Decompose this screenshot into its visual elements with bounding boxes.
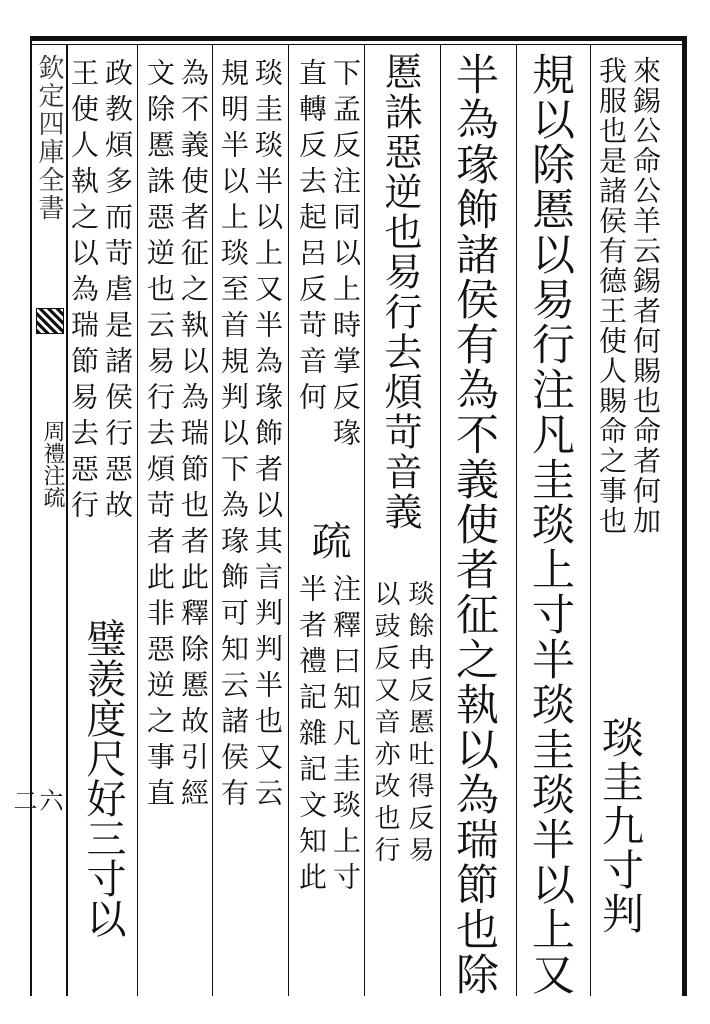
top-border bbox=[30, 36, 685, 41]
top-border-inner bbox=[30, 44, 685, 45]
annotation-line: 以豉反又音亦改也行 bbox=[370, 580, 400, 868]
annotation-line: 政教煩多而苛虐是諸侯行惡故 bbox=[101, 58, 134, 526]
fish-tail-mark-icon bbox=[36, 308, 64, 334]
commentary-marker: 疏 bbox=[305, 520, 351, 562]
annotation-line: 我服也是諸侯有德王使人賜命之事也 bbox=[595, 56, 628, 536]
column-divider bbox=[364, 44, 365, 996]
right-border bbox=[682, 36, 687, 996]
annotation-line: 文除慝誅惡逆也云易行去煩苛者此非惡逆之事直 bbox=[143, 58, 176, 814]
annotation-line: 為不義使者征之執以為瑞節也者此釋除慝故引經 bbox=[177, 58, 210, 814]
column-divider bbox=[440, 44, 441, 996]
annotation-line: 琰餘冉反慝吐得反易 bbox=[404, 580, 434, 868]
section-label: 周禮注疏 bbox=[40, 420, 65, 508]
annotation-line: 琰圭琰半以上又半為瑑飾者以其言判判半也又云 bbox=[251, 58, 284, 814]
column-divider bbox=[516, 44, 517, 996]
annotation-line: 規明半以上琰至首規判以下為瑑飾可知云諸侯有 bbox=[217, 58, 250, 814]
main-text: 琰圭九寸判 bbox=[596, 716, 645, 936]
column-divider bbox=[137, 44, 138, 996]
annotation-line: 下孟反注同以上時掌反瑑 bbox=[329, 58, 362, 454]
annotation-line: 半者禮記雜記文知此 bbox=[295, 574, 328, 898]
annotation-line: 直轉反去起呂反苛音何 bbox=[295, 58, 328, 418]
column-divider bbox=[212, 44, 213, 996]
main-text: 慝誅惡逆也易行去煩苛音義 bbox=[378, 52, 422, 532]
column-divider bbox=[288, 44, 289, 996]
book-title: 欽定四庫全書 bbox=[34, 54, 64, 222]
annotation-line: 來錫公命公羊云錫者何賜也命者何加 bbox=[629, 56, 662, 536]
page-number: 六二 bbox=[9, 788, 63, 812]
main-text: 半為瑑飾諸侯有為不義使者征之執以為瑞節也除 bbox=[449, 52, 499, 997]
column-divider bbox=[590, 44, 591, 996]
main-text: 規以除慝以易行注凡圭琰上寸半琰圭琰半以上又 bbox=[525, 52, 575, 997]
main-text: 璧羨度尺好三寸以 bbox=[80, 618, 126, 938]
annotation-line: 王使人執之以為瑞節易去惡行 bbox=[67, 58, 100, 526]
annotation-line: 注釋曰知凡圭琰上寸 bbox=[329, 574, 362, 898]
